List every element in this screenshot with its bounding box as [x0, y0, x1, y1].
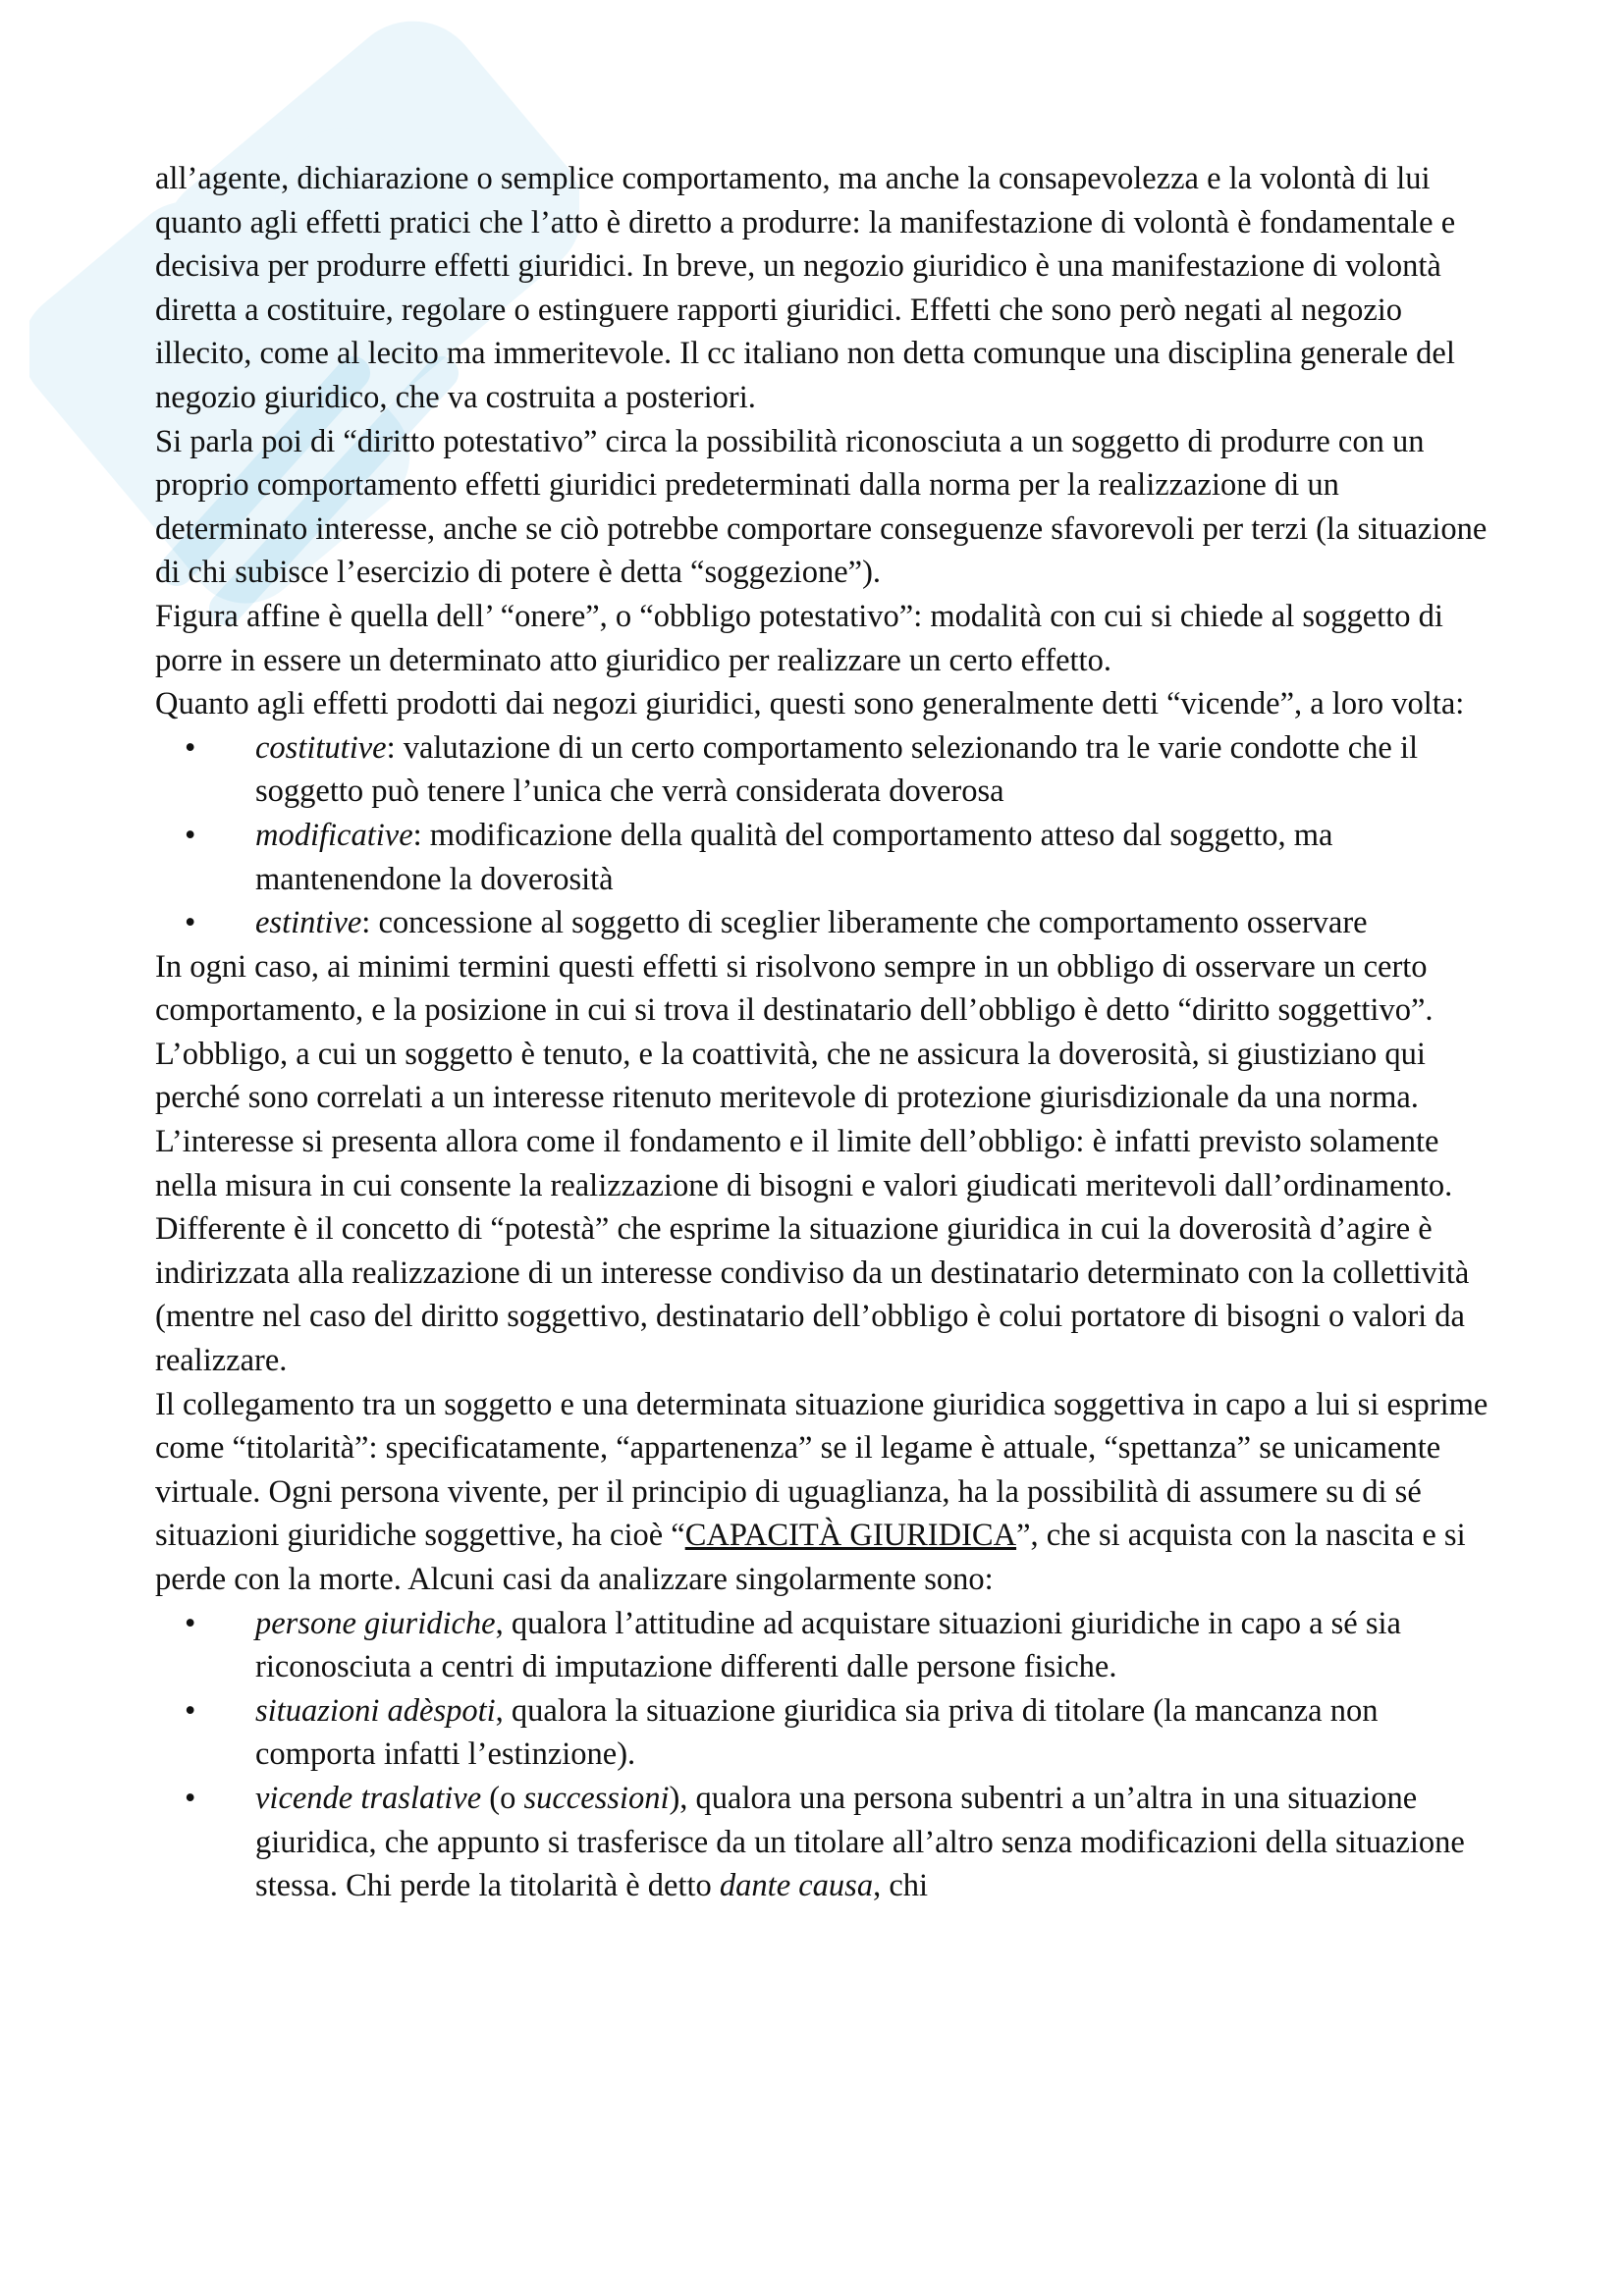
list-item: [155, 1602, 1490, 1689]
list-item: [155, 726, 1490, 814]
list-item-term: modificative: [255, 817, 413, 853]
capacita-giuridica-term: CAPACITÀ GIURIDICA: [684, 1518, 1017, 1554]
paragraph-onere: Figura affine è quella dell’ “onere”, o “obbligo potestativo”: modalità con cui si chiede al soggetto di porre in essere un determinato atto giuridico per realizzare un certo effetto.: [155, 598, 1443, 678]
list-item: [155, 901, 1490, 945]
paragraph-titolarita: [155, 1383, 1490, 1602]
list-item-term: vicende traslative: [255, 1780, 482, 1816]
list-item-term: estintive: [255, 905, 362, 941]
paragraph-negozio-giuridico: all’agente, dichiarazione o semplice comportamento, ma anche la consapevolezza e la volontà di lui quanto agli effetti pratici che l’atto è diretto a produrre: la manifestazione di volontà è fondamentale e decisiva per produrre effetti giuridici. In breve, un negozio giuridico è una manifestazione di volontà diretta a costituire, regolare o estinguere rapporti giuridici. Effetti che sono però negati al negozio illecito, come al lecito ma immeritevole. Il cc italiano non detta comunque una disciplina generale del negozio giuridico, che va costruita a posteriori.: [155, 161, 1456, 415]
list-item-term: situazioni adèspoti: [255, 1692, 496, 1729]
paragraph-text: Il collegamento tra un soggetto e una determinata situazione giuridica soggettiva in capo a lui si esprime come “titolarità”: specificatamente, “appartenenza” se il legame è attuale, “spettanza” se unicamente virtuale. Ogni persona vivente, per il principio di uguaglianza, ha la possibilità di assumere su di sé situazioni giuridiche soggettive, ha cioè “: [155, 1386, 1489, 1554]
paragraph-text: ”, che si acquista con la nascita e si perde con la morte. Alcuni casi da analizzare singolarmente sono:: [155, 1518, 1466, 1597]
list-item-text: : concessione al soggetto di sceglier liberamente che comportamento osservare: [361, 905, 1368, 941]
list-item-term: persone giuridiche: [255, 1605, 496, 1641]
paragraph-vicende: Quanto agli effetti prodotti dai negozi giuridici, questi sono generalmente detti “vicende”, a loro volta:: [155, 686, 1465, 722]
list-item-term: costitutive: [255, 729, 387, 766]
list-item: [155, 1689, 1490, 1777]
list-item-text: , chi: [873, 1868, 929, 1904]
document-body: [155, 157, 1490, 1908]
list-item-text: : valutazione di un certo comportamento selezionando tra le varie condotte che il soggetto può tenere l’unica che verrà considerata doverosa: [255, 729, 1419, 810]
casi-list: [155, 1602, 1490, 1908]
list-item-text: , qualora la situazione giuridica sia priva di titolare (la mancanza non comporta infatti l’estinzione).: [255, 1692, 1379, 1773]
list-item: [155, 814, 1490, 901]
list-item-text: ), qualora una persona subentri a un’altra in una situazione giuridica, che appunto si trasferisce da un titolare all’altro senza modificazioni della situazione stessa. Chi perde la titolarità è detto: [255, 1780, 1465, 1904]
list-item-term: dante causa: [719, 1868, 874, 1904]
list-item-text: : modificazione della qualità del comportamento atteso dal soggetto, ma mantenendone la doverosità: [255, 817, 1333, 897]
list-item-text: (o: [481, 1780, 524, 1816]
list-item: [155, 1777, 1490, 1908]
vicende-list: [155, 726, 1490, 945]
paragraph-diritto-soggettivo: In ogni caso, ai minimi termini questi effetti si risolvono sempre in un obbligo di osservare un certo comportamento, e la posizione in cui si trova il destinatario dell’obbligo è detto “diritto soggettivo”. L’obbligo, a cui un soggetto è tenuto, e la coattività, che ne assicura la doverosità, si giustiziano qui perché sono correlati a un interesse ritenuto meritevole di protezione giurisdizionale da una norma. L’interesse si presenta allora come il fondamento e il limite dell’obbligo: è infatti previsto solamente nella misura in cui consente la realizzazione di bisogni e valori giudicati meritevoli dall’ordinamento. Differente è il concetto di “potestà” che esprime la situazione giuridica in cui la doverosità d’agire è indirizzata alla realizzazione di un interesse condiviso da un destinatario determinato con la collettività (mentre nel caso del diritto soggettivo, destinatario dell’obbligo è colui portatore di bisogni o valori da realizzare.: [155, 948, 1470, 1379]
paragraph-diritto-potestativo: Si parla poi di “diritto potestativo” circa la possibilità riconosciuta a un soggetto di produrre con un proprio comportamento effetti giuridici predeterminati dalla norma per la realizzazione di un determinato interesse, anche se ciò potrebbe comportare conseguenze sfavorevoli per terzi (la situazione di chi subisce l’esercizio di potere è detta “soggezione”).: [155, 423, 1488, 591]
list-item-term: successioni: [523, 1780, 670, 1816]
list-item-text: , qualora l’attitudine ad acquistare situazioni giuridiche in capo a sé sia riconosciuta a centri di imputazione differenti dalle persone fisiche.: [255, 1605, 1401, 1685]
